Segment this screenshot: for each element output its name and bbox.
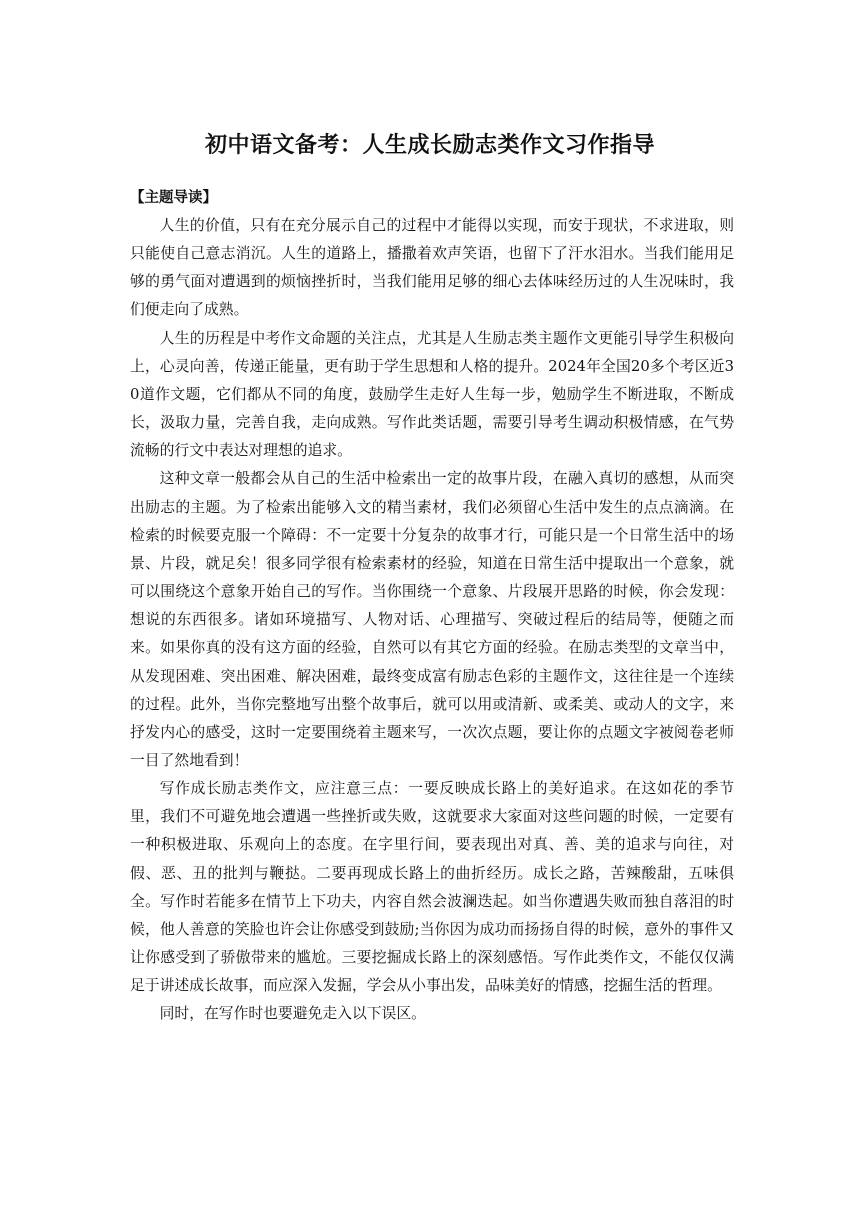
document-body <box>130 184 734 1029</box>
paragraph-1: 人生的价值，只有在充分展示自己的过程中才能得以实现，而安于现状，不求进取，则只能使自己意志消沉。人生的道路上，播撒着欢声笑语，也留下了汗水泪水。当我们能用足够的勇气面对遭遇到的烦恼挫折时，当我们能用足够的细心去体味经历过的人生况味时，我们便走向了成熟。 <box>130 217 734 319</box>
paragraph-2: 人生的历程是中考作文命题的关注点，尤其是人生励志类主题作文更能引导学生积极向上，心灵向善，传递正能量，更有助于学生思想和人格的提升。2024年全国20多个考区近30道作文题，它们都从不同的角度，鼓励学生走好人生每一步，勉励学生不断进取，不断成长，汲取力量，完善自我，走向成熟。写作此类话题，需要引导考生调动积极情感，在气势流畅的行文中表达对理想的追求。 <box>130 329 734 460</box>
paragraph-3: 这种文章一般都会从自己的生活中检索出一定的故事片段，在融入真切的感想，从而突出励志的主题。为了检索出能够入文的精当素材，我们必须留心生活中发生的点点滴滴。在检索的时候要克服一个障碍：不一定要十分复杂的故事才行，可能只是一个日常生活中的场景、片段，就足矣！很多同学很有检索素材的经验，知道在日常生活中提取出一个意象，就可以围绕这个意象开始自己的写作。当你围绕一个意象、片段展开思路的时候，你会发现：想说的东西很多。诸如环境描写、人物对话、心理描写、突破过程后的结局等，便随之而来。如果你真的没有这方面的经验，自然可以有其它方面的经验。在励志类型的文章当中，从发现困难、突出困难、解决困难，最终变成富有励志色彩的主题作文，这往往是一个连续的过程。此外，当你完整地写出整个故事后，就可以用或清新、或柔美、或动人的文字，来抒发内心的感受，这时一定要围绕着主题来写，一次次点题，要让你的点题文字被阅卷老师一目了然地看到！ <box>130 470 734 769</box>
section-heading: 【主题导读】 <box>130 190 217 206</box>
document-title: 初中语文备考：人生成长励志类作文习作指导 <box>204 133 655 158</box>
paragraph-4: 写作成长励志类作文，应注意三点：一要反映成长路上的美好追求。在这如花的季节里，我们不可避免地会遭遇一些挫折或失败，这就要求大家面对这些问题的时候，一定要有一种积极进取、乐观向上的态度。在字里行间，要表现出对真、善、美的追求与向往，对假、恶、丑的批判与鞭挞。二要再现成长路上的曲折经历。成长之路，苦辣酸甜，五味俱全。写作时若能多在情节上下功夫，内容自然会波澜迭起。如当你遭遇失败而独自落泪的时候，他人善意的笑脸也许会让你感受到鼓励;当你因为成功而扬扬自得的时候，意外的事件又让你感受到了骄傲带来的尴尬。三要挖掘成长路上的深刻感悟。写作此类作文，不能仅仅满足于讲述成长故事，而应深入发掘，学会从小事出发，品味美好的情感，挖掘生活的哲理。 <box>130 780 734 995</box>
paragraph-5: 同时，在写作时也要避免走入以下误区。 <box>159 1005 426 1023</box>
